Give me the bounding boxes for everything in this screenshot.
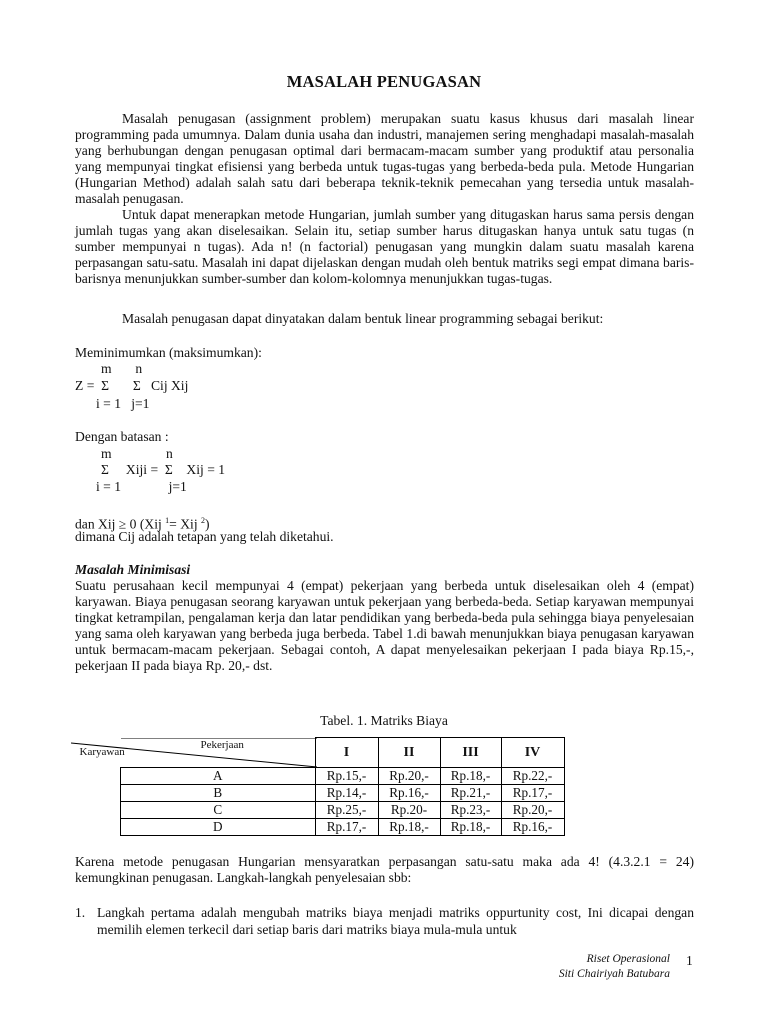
table-cell: Rp.14,- [315,785,378,802]
formula-2-lower-limits: i = 1 j=1 [96,479,187,494]
column-header: III [440,738,501,768]
minimisasi-paragraph: Suatu perusahaan kecil mempunyai 4 (empat) pekerjaan yang berbeda untuk diselesaikan oleh 4 (empat) karyawan. Biaya penugasan seorang karyawan untuk pekerjaan yang berbeda-beda. Setiap karyawan mempunyai tingkat ketrampilan, pengalaman kerja dan latar pendidikan yang berbeda-beda pula sehingga biaya penyelesaian yang sama oleh karyawan yang berbeda juga berbeda. Tabel 1.di bawah menunjukkan biaya penugasan karyawan untuk bermacam-macam pekerjaan. Sebagai contoh, A dapat menyelesaikan pekerjaan I pada biaya Rp.15,-, pekerjaan II pada biaya Rp. 20,- dst. [75,578,694,673]
table-cell: Rp.17,- [315,819,378,836]
formula-2-main: Σ Xiji = Σ Xij = 1 [101,462,226,477]
row-axis-label: Karyawan [79,745,125,758]
intro-paragraph-3: Masalah penugasan dapat dinyatakan dalam bentuk linear programming sebagai berikut: [122,311,604,326]
table-row [121,819,565,836]
column-header: II [378,738,440,768]
constraint-line: dan Xij ≥ 0 (Xij $^1$= Xij $^2$) [75,516,210,532]
table-cell: Rp.20- [378,802,440,819]
column-header: I [315,738,378,768]
table-cell: Rp.20,- [378,768,440,785]
formula-1-label: Meminimumkan (maksimumkan): [75,345,262,360]
table-cell: Rp.18,- [440,819,501,836]
table-cell: Rp.25,- [315,802,378,819]
table-row [121,785,565,802]
table-cell: Rp.20,- [501,802,564,819]
intro-paragraph-2: Untuk dapat menerapkan metode Hungarian, jumlah sumber yang ditugaskan harus sama persis dengan jumlah tugas yang akan diselesaikan. Selain itu, setiap sumber harus ditugaskan hanya untuk satu tugas (n sumber mempunyai n tugas). Ada n! (n factorial) penugasan yang mungkin dalam suatu masalah karena perpasangan satu-satu. Masalah ini dapat dijelaskan dengan mudah oleh bentuk matriks segi empat dimana baris-barisnya menunjukkan sumber-sumber dan kolom-kolomnya menunjukkan tugas-tugas. [75,207,694,286]
table-cell: Rp.18,- [378,819,440,836]
row-label: D [121,819,316,836]
table-cell: Rp.18,- [440,768,501,785]
formula-1-upper-limits: m n [101,361,143,376]
row-label: C [121,802,316,819]
table-cell: Rp.17,- [501,785,564,802]
footer-author: Siti Chairiyah Batubara [558,968,670,980]
table-cell: Rp.16,- [501,819,564,836]
table-cell: Rp.16,- [378,785,440,802]
formula-1-lower-limits: i = 1 j=1 [96,396,150,411]
cost-matrix-table [79,737,565,836]
intro-paragraph-1: Masalah penugasan (assignment problem) merupakan suatu kasus khusus dari masalah linear programming pada umumnya. Dalam dunia usaha dan industri, manajemen sering menghadapi masalah-masalah yang berhubungan dengan penugasan optimal dari bermacam-macam sumber yang produktif atau personalia yang mempunyai tingkat efisiensi yang berbeda untuk tugas-tugas yang berbeda-beda pula. Metode Hungarian (Hungarian Method) adalah salah satu dari beberapa teknik-teknik pemecahan yang tersedia untuk masalah-masalah penugasan. [75,111,694,206]
table-header-row [121,738,565,768]
page-title: MASALAH PENUGASAN [286,72,482,91]
list-item-text: Langkah pertama adalah mengubah matriks biaya menjadi matriks oppurtunity cost, Ini dicapai dengan memilih elemen terkecil dari setiap baris dari matriks biaya mula-mula untuk [97,905,694,937]
footer-course: Riset Operasional [586,953,670,965]
table-row [121,802,565,819]
list-item [75,905,694,938]
column-axis-label: Pekerjaan [200,738,244,751]
column-header: IV [501,738,564,768]
constraint-description: dimana Cij adalah tetapan yang telah diketahui. [75,529,334,544]
after-table-paragraph: Karena metode penugasan Hungarian mensyaratkan perpasangan satu-satu maka ada 4! (4.3.2.1 = 24) kemungkinan penugasan. Langkah-langkah penyelesaian sbb: [75,854,694,885]
list-item-number: 1. [75,905,86,920]
page-number: 1 [686,953,693,968]
table-caption: Tabel. 1. Matriks Biaya [320,713,448,728]
formula-2-label: Dengan batasan : [75,429,169,444]
table-row [121,768,565,785]
row-label: B [121,785,316,802]
formula-2-upper-limits: m n [101,446,173,461]
formula-1-main: Z = Σ Σ Cij Xij [75,378,189,393]
table-cell: Rp.23,- [440,802,501,819]
table-corner-cell [79,738,316,768]
table-cell: Rp.22,- [501,768,564,785]
row-label: A [121,768,316,785]
table-cell: Rp.15,- [315,768,378,785]
section-heading-minimisasi: Masalah Minimisasi [75,562,191,577]
table-cell: Rp.21,- [440,785,501,802]
